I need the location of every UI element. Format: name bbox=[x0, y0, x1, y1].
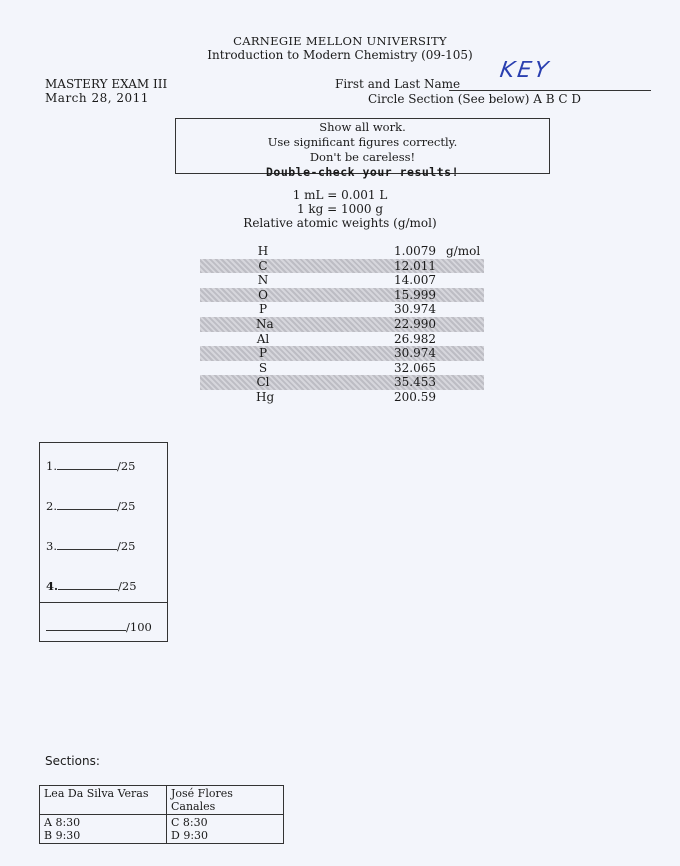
atomic-weight: 15.999 bbox=[394, 287, 436, 302]
total-score-blank[interactable] bbox=[46, 620, 126, 631]
atomic-weight: 200.59 bbox=[394, 389, 436, 404]
table-row bbox=[200, 259, 484, 274]
table-row bbox=[200, 332, 484, 347]
score-blank[interactable] bbox=[57, 539, 117, 550]
instruction-line: Show all work. bbox=[319, 120, 406, 134]
instruction-line: Don't be careless! bbox=[309, 150, 416, 164]
question-number: 4. bbox=[46, 579, 59, 593]
table-row bbox=[200, 346, 484, 361]
element-symbol: S bbox=[258, 360, 268, 375]
exam-date: March 28, 2011 bbox=[45, 91, 149, 105]
section-b: B 9:30 bbox=[44, 829, 81, 842]
score-row-q4 bbox=[46, 579, 137, 593]
element-symbol: Al bbox=[256, 331, 270, 346]
score-box bbox=[39, 442, 168, 642]
total-max-score: /100 bbox=[126, 620, 152, 634]
sections-table bbox=[39, 785, 284, 844]
question-number: 2. bbox=[46, 499, 57, 513]
table-row bbox=[200, 273, 484, 288]
element-symbol: Cl bbox=[256, 375, 270, 390]
atomic-weight: 32.065 bbox=[394, 360, 436, 375]
instruction-line-emphasis: Double-check your results! bbox=[265, 165, 459, 179]
atomic-weight: 26.982 bbox=[394, 331, 436, 346]
handwritten-name-key: KEY bbox=[498, 58, 553, 83]
element-symbol: O bbox=[258, 287, 268, 302]
course-title: Introduction to Modern Chemistry (09-105) bbox=[207, 48, 473, 62]
max-score: /25 bbox=[118, 579, 137, 593]
circle-section-label: Circle Section (See below) A B C D bbox=[368, 92, 581, 106]
unit-conversions bbox=[0, 188, 680, 230]
question-number: 3. bbox=[46, 539, 57, 553]
instructor-name: Lea Da Silva Veras bbox=[40, 786, 167, 815]
sections-label: Sections: bbox=[45, 754, 100, 768]
section-c: C 8:30 bbox=[171, 816, 208, 829]
element-symbol: C bbox=[258, 258, 268, 273]
instructions-box bbox=[175, 118, 550, 179]
element-symbol: P bbox=[258, 302, 268, 317]
element-symbol: H bbox=[257, 244, 269, 258]
element-symbol: P bbox=[258, 346, 268, 361]
atomic-weight: 35.453 bbox=[394, 375, 436, 390]
element-symbol: Hg bbox=[256, 389, 275, 404]
conversion-ml: 1 mL = 0.001 L bbox=[292, 188, 388, 202]
atomic-weights-heading: Relative atomic weights (g/mol) bbox=[243, 216, 437, 230]
atomic-weight: 12.011 bbox=[394, 258, 436, 273]
score-divider bbox=[40, 602, 167, 603]
table-row bbox=[200, 375, 484, 390]
section-times bbox=[40, 815, 167, 844]
section-a: A 8:30 bbox=[44, 816, 81, 829]
table-row bbox=[200, 317, 484, 332]
question-number: 1. bbox=[46, 459, 57, 473]
score-row-q3 bbox=[46, 539, 136, 553]
atomic-weight: 30.974 bbox=[394, 346, 436, 361]
exam-title: MASTERY EXAM III bbox=[45, 77, 168, 91]
weight-unit: g/mol bbox=[446, 244, 481, 258]
atomic-weight: 14.007 bbox=[394, 273, 436, 288]
max-score: /25 bbox=[116, 539, 136, 553]
atomic-weight: 22.990 bbox=[394, 316, 436, 331]
conversion-kg: 1 kg = 1000 g bbox=[296, 202, 384, 216]
name-field-label: First and Last Name bbox=[335, 77, 461, 91]
table-row bbox=[200, 288, 484, 303]
table-row bbox=[200, 244, 484, 259]
max-score: /25 bbox=[116, 499, 136, 513]
atomic-weight: 30.974 bbox=[394, 302, 436, 317]
section-d: D 9:30 bbox=[171, 829, 209, 842]
score-blank[interactable] bbox=[57, 459, 117, 470]
score-row-q2 bbox=[46, 499, 136, 513]
table-row bbox=[200, 361, 484, 376]
name-field-line[interactable] bbox=[449, 90, 651, 91]
score-row-q1 bbox=[46, 459, 136, 473]
instruction-line: Use significant figures correctly. bbox=[267, 135, 458, 149]
score-blank[interactable] bbox=[58, 579, 118, 590]
element-symbol: Na bbox=[256, 316, 274, 331]
score-row-total bbox=[46, 620, 152, 634]
score-blank[interactable] bbox=[57, 499, 117, 510]
element-symbol: N bbox=[257, 273, 269, 288]
table-row bbox=[200, 390, 484, 405]
section-times bbox=[167, 815, 284, 844]
table-row bbox=[200, 302, 484, 317]
university-name: CARNEGIE MELLON UNIVERSITY bbox=[233, 34, 447, 48]
instructor-name: José Flores Canales bbox=[167, 786, 284, 815]
max-score: /25 bbox=[116, 459, 136, 473]
atomic-weight: 1.0079 bbox=[394, 244, 436, 258]
atomic-weights-table bbox=[200, 244, 484, 405]
